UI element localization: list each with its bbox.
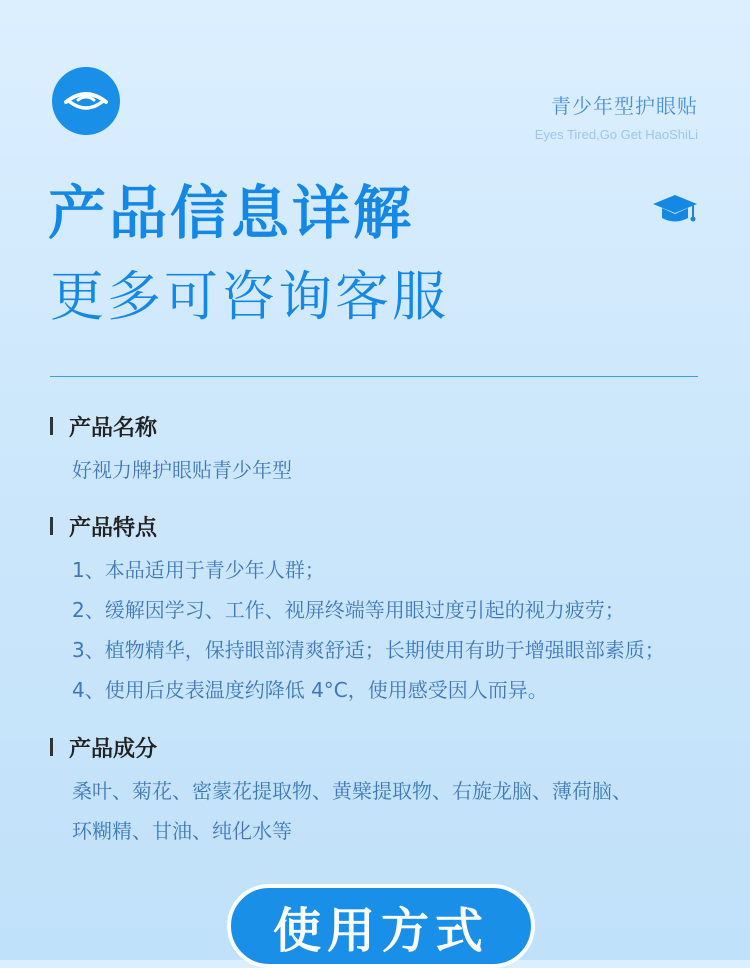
brand-slogan: Eyes Tired,Go Get HaoShiLi xyxy=(534,127,698,142)
brand-name: 青少年型护眼贴 xyxy=(551,94,698,118)
section-line: 好视力牌护眼贴青少年型 xyxy=(72,458,292,482)
ingredient-line: 环糊精、甘油、纯化水等 xyxy=(72,819,292,843)
section-title: 产品名称 xyxy=(69,415,158,441)
section-heading xyxy=(50,510,740,542)
divider xyxy=(50,376,698,377)
section-heading xyxy=(50,410,740,442)
section-product-name xyxy=(50,410,740,490)
section-bar xyxy=(50,738,53,756)
graduation-cap-icon xyxy=(651,192,699,232)
feature-line: 3、植物精华，保持眼部清爽舒适；长期使用有助于增强眼部素质； xyxy=(72,638,665,662)
section-product-features xyxy=(50,510,740,710)
section-body xyxy=(72,550,740,710)
usage-method-button[interactable]: 使用方式 xyxy=(227,884,535,968)
page-title: 产品信息详解 xyxy=(48,179,415,247)
section-heading xyxy=(50,731,740,763)
brand-block xyxy=(535,90,698,142)
section-body xyxy=(72,450,740,490)
feature-line: 2、缓解因学习、工作、视屏终端等用眼过度引起的视力疲劳； xyxy=(72,598,625,622)
section-body xyxy=(72,771,740,851)
section-ingredients xyxy=(50,731,740,851)
page-subtitle: 更多可咨询客服 xyxy=(50,265,449,328)
section-title: 产品成分 xyxy=(69,736,158,762)
section-title: 产品特点 xyxy=(69,515,158,541)
feature-line: 4、使用后皮表温度约降低 4°C，使用感受因人而异。 xyxy=(72,678,548,702)
section-bar xyxy=(50,517,53,535)
eye-logo-icon xyxy=(52,67,120,135)
feature-line: 1、本品适用于青少年人群； xyxy=(72,558,325,582)
section-bar xyxy=(50,417,53,435)
ingredient-line: 桑叶、菊花、密蒙花提取物、黄檗提取物、右旋龙脑、薄荷脑、 xyxy=(72,779,632,803)
